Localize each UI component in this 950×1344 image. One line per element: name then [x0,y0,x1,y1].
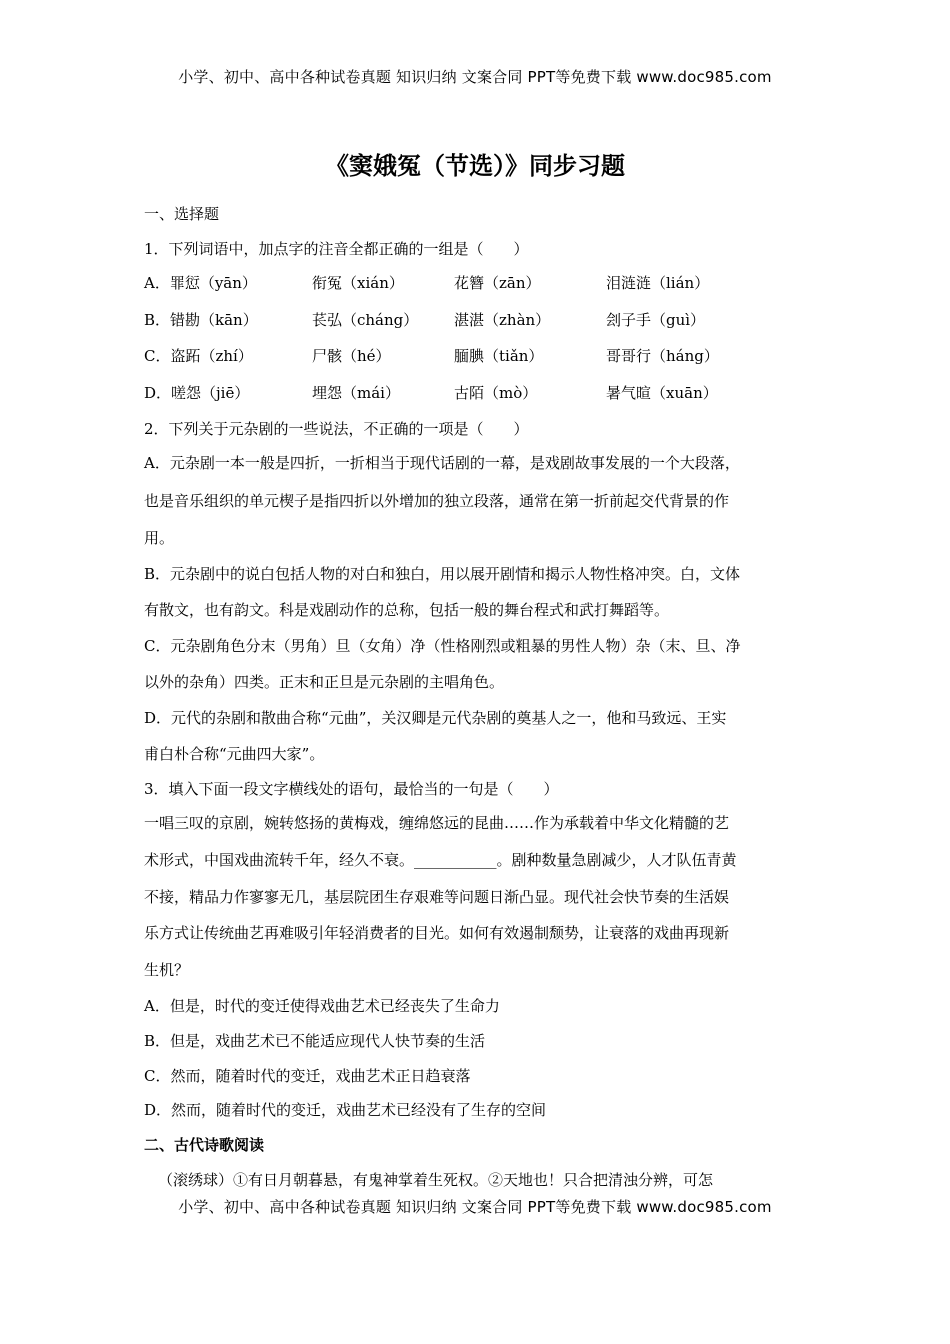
option-cell: 泪涟涟（lián） [606,274,710,292]
poem-line: （滚绣球）①有日月朝暮悬，有鬼神掌着生死权。②天地也！只合把清浊分辨，可怎 [158,1171,714,1189]
question-3-passage-line: 不接，精品力作寥寥无几，基层院团生存艰难等问题日渐凸显。现代社会快节奏的生活娱 [144,888,730,906]
option-cell: 古陌（mò） [454,384,538,402]
option-cell: B．错勘（kān） [144,311,258,329]
page-footer: 小学、初中、高中各种试卷真题 知识归纳 文案合同 PPT等免费下载 www.doc985.com [178,1198,772,1216]
page-title: 《窦娥冤（节选）》同步习题 [325,152,625,180]
question-3-option-a: A．但是，时代的变迁使得戏曲艺术已经丧失了生命力 [144,997,500,1015]
option-cell: 腼腆（tiǎn） [454,347,544,365]
option-cell: C．盗跖（zhí） [144,347,253,365]
option-cell: 衔冤（xián） [312,274,404,292]
option-cell: 埋怨（mái） [312,384,400,402]
option-cell: 湛湛（zhàn） [454,311,551,329]
section-heading-poetry: 二、古代诗歌阅读 [144,1136,265,1154]
question-2-line: C．元杂剧角色分末（男角）旦（女角）净（性格刚烈或粗暴的男性人物）杂（末、旦、净 [144,637,741,655]
option-cell: 花簪（zān） [454,274,541,292]
option-cell: 暑气暄（xuān） [606,384,718,402]
question-2-line: 也是音乐组织的单元楔子是指四折以外增加的独立段落，通常在第一折前起交代背景的作 [144,492,730,510]
question-3-option-b: B．但是，戏曲艺术已不能适应现代人快节奏的生活 [144,1032,486,1050]
option-cell: 哥哥行（háng） [606,347,719,365]
question-3-option-c: C．然而，随着时代的变迁，戏曲艺术正日趋衰落 [144,1067,471,1085]
question-3-passage-line: 术形式，中国戏曲流转千年，经久不衰。___________。剧种数量急剧减少，人才队伍青黄 [144,851,737,869]
question-3-option-d: D．然而，随着时代的变迁，戏曲艺术已经没有了生存的空间 [144,1101,547,1119]
question-2-line: 用。 [144,529,175,547]
page-header: 小学、初中、高中各种试卷真题 知识归纳 文案合同 PPT等免费下载 www.doc985.com [178,68,772,86]
option-cell: 尸骸（hé） [312,347,391,365]
option-cell: 苌弘（cháng） [312,311,419,329]
question-2-stem: 2．下列关于元杂剧的一些说法，不正确的一项是（ ） [144,420,529,438]
question-1-option-b [144,309,844,331]
option-cell: D．嗟怨（jiē） [144,384,250,402]
question-3-passage-line: 生机？ [144,961,190,979]
question-3-passage-line: 一唱三叹的京剧，婉转悠扬的黄梅戏，缠绵悠远的昆曲……作为承载着中华文化精髓的艺 [144,814,730,832]
question-1-option-d [144,382,844,404]
option-cell: A．罪愆（yān） [144,274,257,292]
question-3-passage-line: 乐方式让传统曲艺再难吸引年轻消费者的目光。如何有效遏制颓势，让衰落的戏曲再现新 [144,924,730,942]
question-2-line: 以外的杂角）四类。正末和正旦是元杂剧的主唱角色。 [144,673,505,691]
question-1-option-c [144,345,844,367]
question-2-line: 甫白朴合称“元曲四大家”。 [144,745,325,763]
question-2-line: D．元代的杂剧和散曲合称“元曲”，关汉卿是元代杂剧的奠基人之一，他和马致远、王实 [144,709,727,727]
question-2-line: B．元杂剧中的说白包括人物的对白和独白，用以展开剧情和揭示人物性格冲突。白，文体 [144,565,741,583]
question-1-stem: 1．下列词语中，加点字的注音全都正确的一组是（ ） [144,240,529,258]
question-2-line: A．元杂剧一本一般是四折，一折相当于现代话剧的一幕，是戏剧故事发展的一个大段落， [144,454,740,472]
question-1-option-a [144,272,844,294]
option-cell: 刽子手（guì） [606,311,706,329]
question-3-stem: 3．填入下面一段文字横线处的语句，最恰当的一句是（ ） [144,780,559,798]
question-2-line: 有散文，也有韵文。科是戏剧动作的总称，包括一般的舞台程式和武打舞蹈等。 [144,601,670,619]
section-heading-choice: 一、选择题 [144,205,220,223]
